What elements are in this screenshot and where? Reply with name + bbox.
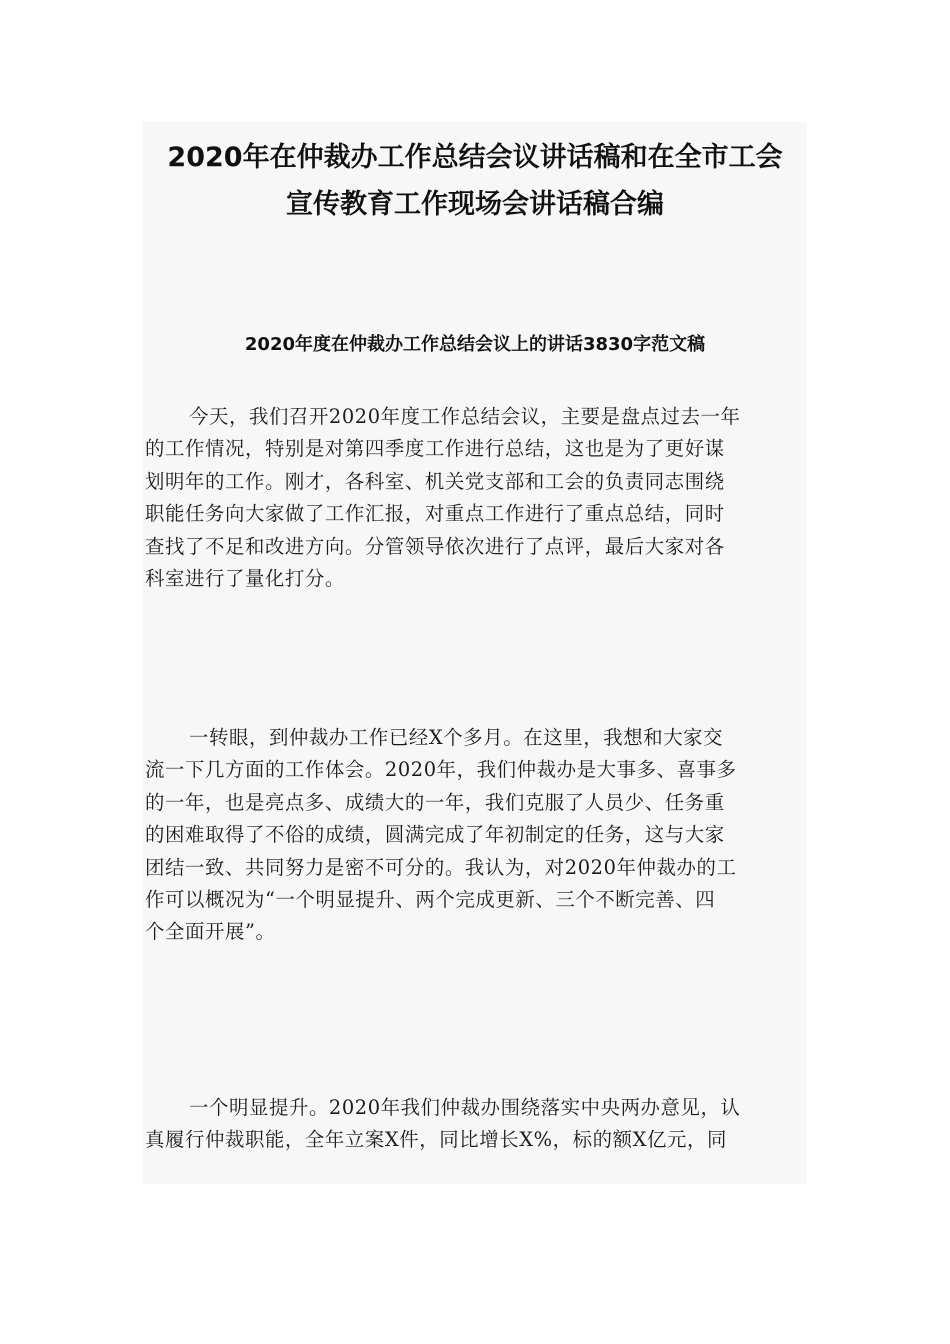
document-title-line-1: 2020年在仲裁办工作总结会议讲话稿和在全市工会 (167, 142, 783, 173)
paragraph-line: 划明年的工作。刚才，各科室、机关党支部和工会的负责同志围绕 (145, 469, 725, 493)
paragraph-line: 的困难取得了不俗的成绩，圆满完成了年初制定的任务，这与大家 (145, 823, 725, 847)
paragraph-line: 科室进行了量化打分。 (145, 566, 345, 590)
paragraph-line: 的工作情况，特别是对第四季度工作进行总结，这也是为了更好谋 (145, 437, 725, 461)
paragraph-line: 今天，我们召开2020年度工作总结会议，主要是盘点过去一年 (189, 405, 741, 428)
paragraph-line: 个全面开展”。 (145, 920, 276, 944)
paragraph-line: 一个明显提升。2020年我们仲裁办围绕落实中央两办意见，认 (189, 1096, 741, 1119)
document-title (143, 134, 807, 228)
paragraph-line: 真履行仲裁职能，全年立案X件，同比增长X%，标的额X亿元，同 (145, 1128, 727, 1152)
paragraph-line: 团结一致、共同努力是密不可分的。我认为，对2020年仲裁办的工 (145, 855, 737, 879)
paragraph-line: 作可以概况为“一个明显提升、两个完成更新、三个不断完善、四 (145, 887, 716, 911)
document-title-line-2: 宣传教育工作现场会讲话稿合编 (286, 189, 664, 220)
paragraph-line: 职能任务向大家做了工作汇报，对重点工作进行了重点总结，同时 (145, 502, 725, 526)
paragraph-1 (145, 401, 805, 595)
paragraph-line: 流一下几方面的工作体会。2020年，我们仲裁办是大事多、喜事多 (145, 758, 737, 782)
section-title: 2020年度在仲裁办工作总结会议上的讲话3830字范文稿 (244, 334, 706, 355)
document-page (143, 122, 807, 1184)
paragraph-line: 查找了不足和改进方向。分管领导依次进行了点评，最后大家对各 (145, 534, 725, 558)
paragraph-line: 一转眼，到仲裁办工作已经X个多月。在这里，我想和大家交 (189, 726, 724, 749)
paragraph-3 (145, 1092, 805, 1157)
paragraph-line: 的一年，也是亮点多、成绩大的一年，我们克服了人员少、任务重 (145, 790, 725, 814)
paragraph-2 (145, 722, 805, 949)
